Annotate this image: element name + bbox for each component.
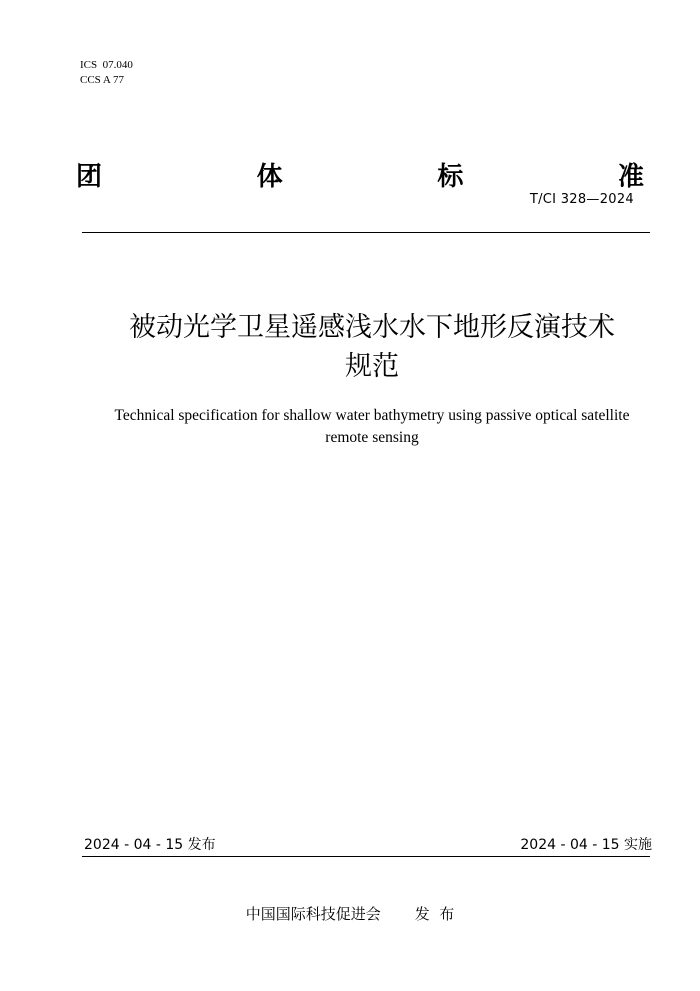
dates-row: [84, 834, 652, 854]
publisher-action: 发 布: [414, 905, 455, 923]
standard-type-char: 团: [76, 161, 103, 192]
english-title: [82, 405, 662, 449]
ics-code: ICS 07.040: [80, 59, 133, 71]
footer-divider: [82, 856, 650, 857]
english-title-line: Technical specification for shallow water bathymetry using passive optical satellite: [114, 407, 630, 424]
chinese-title-line: 被动光学卫星遥感浅水水下地形反演技术: [129, 312, 615, 343]
chinese-title: [82, 308, 662, 386]
chinese-title-line: 规范: [345, 351, 399, 382]
implementation-date: 2024 - 04 - 15 实施: [520, 837, 652, 853]
standard-type-char: 准: [617, 161, 644, 192]
standard-type-heading: [76, 156, 644, 192]
ccs-code: CCS A 77: [80, 74, 125, 86]
publisher-organization: 中国国际科技促进会: [245, 905, 381, 923]
classification-codes: [80, 58, 133, 88]
standard-type-char: 标: [437, 161, 464, 192]
publisher-line: [0, 903, 700, 924]
header-divider: [82, 232, 650, 233]
standard-type-char: 体: [256, 161, 283, 192]
release-date: 2024 - 04 - 15 发布: [84, 837, 216, 853]
english-title-line: remote sensing: [325, 429, 419, 446]
standard-number: T/CI 328—2024: [529, 192, 634, 207]
